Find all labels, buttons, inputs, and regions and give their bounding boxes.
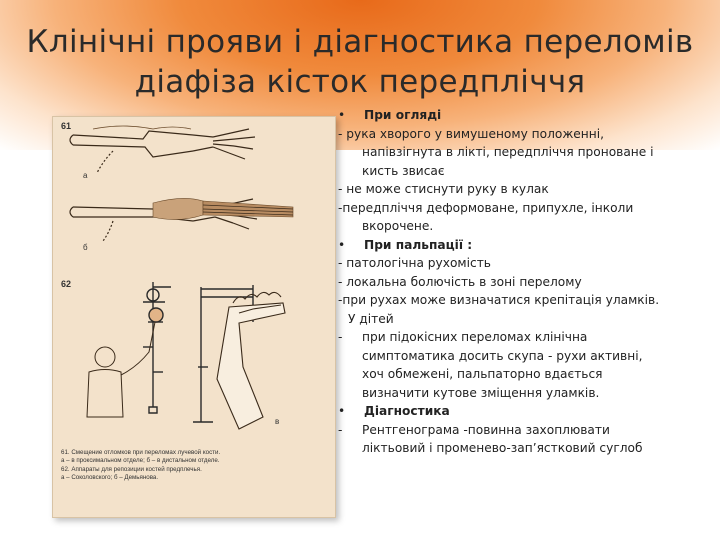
item-subperiosteal-cont-3: визначити кутове зміщення уламків. bbox=[362, 385, 600, 400]
item-subperiosteal: - при підокісних переломах клінічна bbox=[338, 330, 588, 344]
item-subperiosteal-cont-1: симптоматика досить скупа - рухи активні, bbox=[362, 348, 643, 363]
figure-letter-b: б bbox=[83, 243, 88, 252]
heading-children: У дітей bbox=[348, 311, 394, 326]
item-xray: - Рентгенограма -повинна захоплювати bbox=[338, 422, 610, 437]
item-xray-cont: ліктьовий і променево-зап’ястковий суглоб bbox=[362, 441, 643, 455]
figure-62-label: 62 bbox=[61, 279, 72, 289]
item-pain: - локальна болючість в зоні перелому bbox=[338, 274, 582, 289]
heading-inspection: • При огляді bbox=[338, 108, 442, 122]
item-forced-position-cont-1: напівзігнута в лікті, передпліччя пронoване і bbox=[362, 145, 654, 159]
item-cannot-clench: - не може стиснути руку в кулак bbox=[338, 182, 549, 196]
figure-letter-v: в bbox=[275, 417, 280, 426]
item-forced-position-cont-2: кисть звисає bbox=[362, 163, 445, 178]
caption-line-4: а – Соколовского; б – Демьянова. bbox=[61, 474, 159, 482]
caption-line-2: а – в проксимальном отделе; б – в дистальном отделе. bbox=[61, 457, 220, 465]
item-deformed: -передпліччя деформоване, припухле, інколи bbox=[338, 200, 634, 215]
figure-caption bbox=[61, 449, 327, 483]
figure-letter-a: a bbox=[83, 171, 88, 180]
heading-palpation: • При пальпації : bbox=[338, 237, 473, 252]
caption-line-3: 62. Аппараты для репозиции костей предплечья. bbox=[61, 465, 202, 473]
item-deformed-cont: вкорочене. bbox=[362, 219, 434, 233]
item-mobility: - патологічна рухомість bbox=[338, 256, 491, 270]
content-text bbox=[338, 106, 698, 458]
title-line-2: діафіза кісток передпліччя bbox=[134, 64, 586, 100]
item-forced-position: - рука хворого у вимушеному положенні, bbox=[338, 126, 605, 141]
item-crepitation: -при рухах може визначатися крепітація уламків. bbox=[338, 293, 660, 307]
forearm-illustration bbox=[53, 117, 335, 447]
item-subperiosteal-cont-2: хоч обмежені, пальпаторно вдається bbox=[362, 367, 603, 381]
title-line-1: Клінічні прояви і діагностика переломів bbox=[26, 24, 694, 60]
figure-61-label: 61 bbox=[61, 121, 72, 131]
slide-title bbox=[0, 22, 720, 102]
heading-diagnostics: • Діагностика bbox=[338, 404, 450, 418]
anatomy-figure bbox=[52, 116, 336, 518]
caption-line-1: 61. Смещение отломков при переломах лучевой кости. bbox=[61, 449, 221, 456]
